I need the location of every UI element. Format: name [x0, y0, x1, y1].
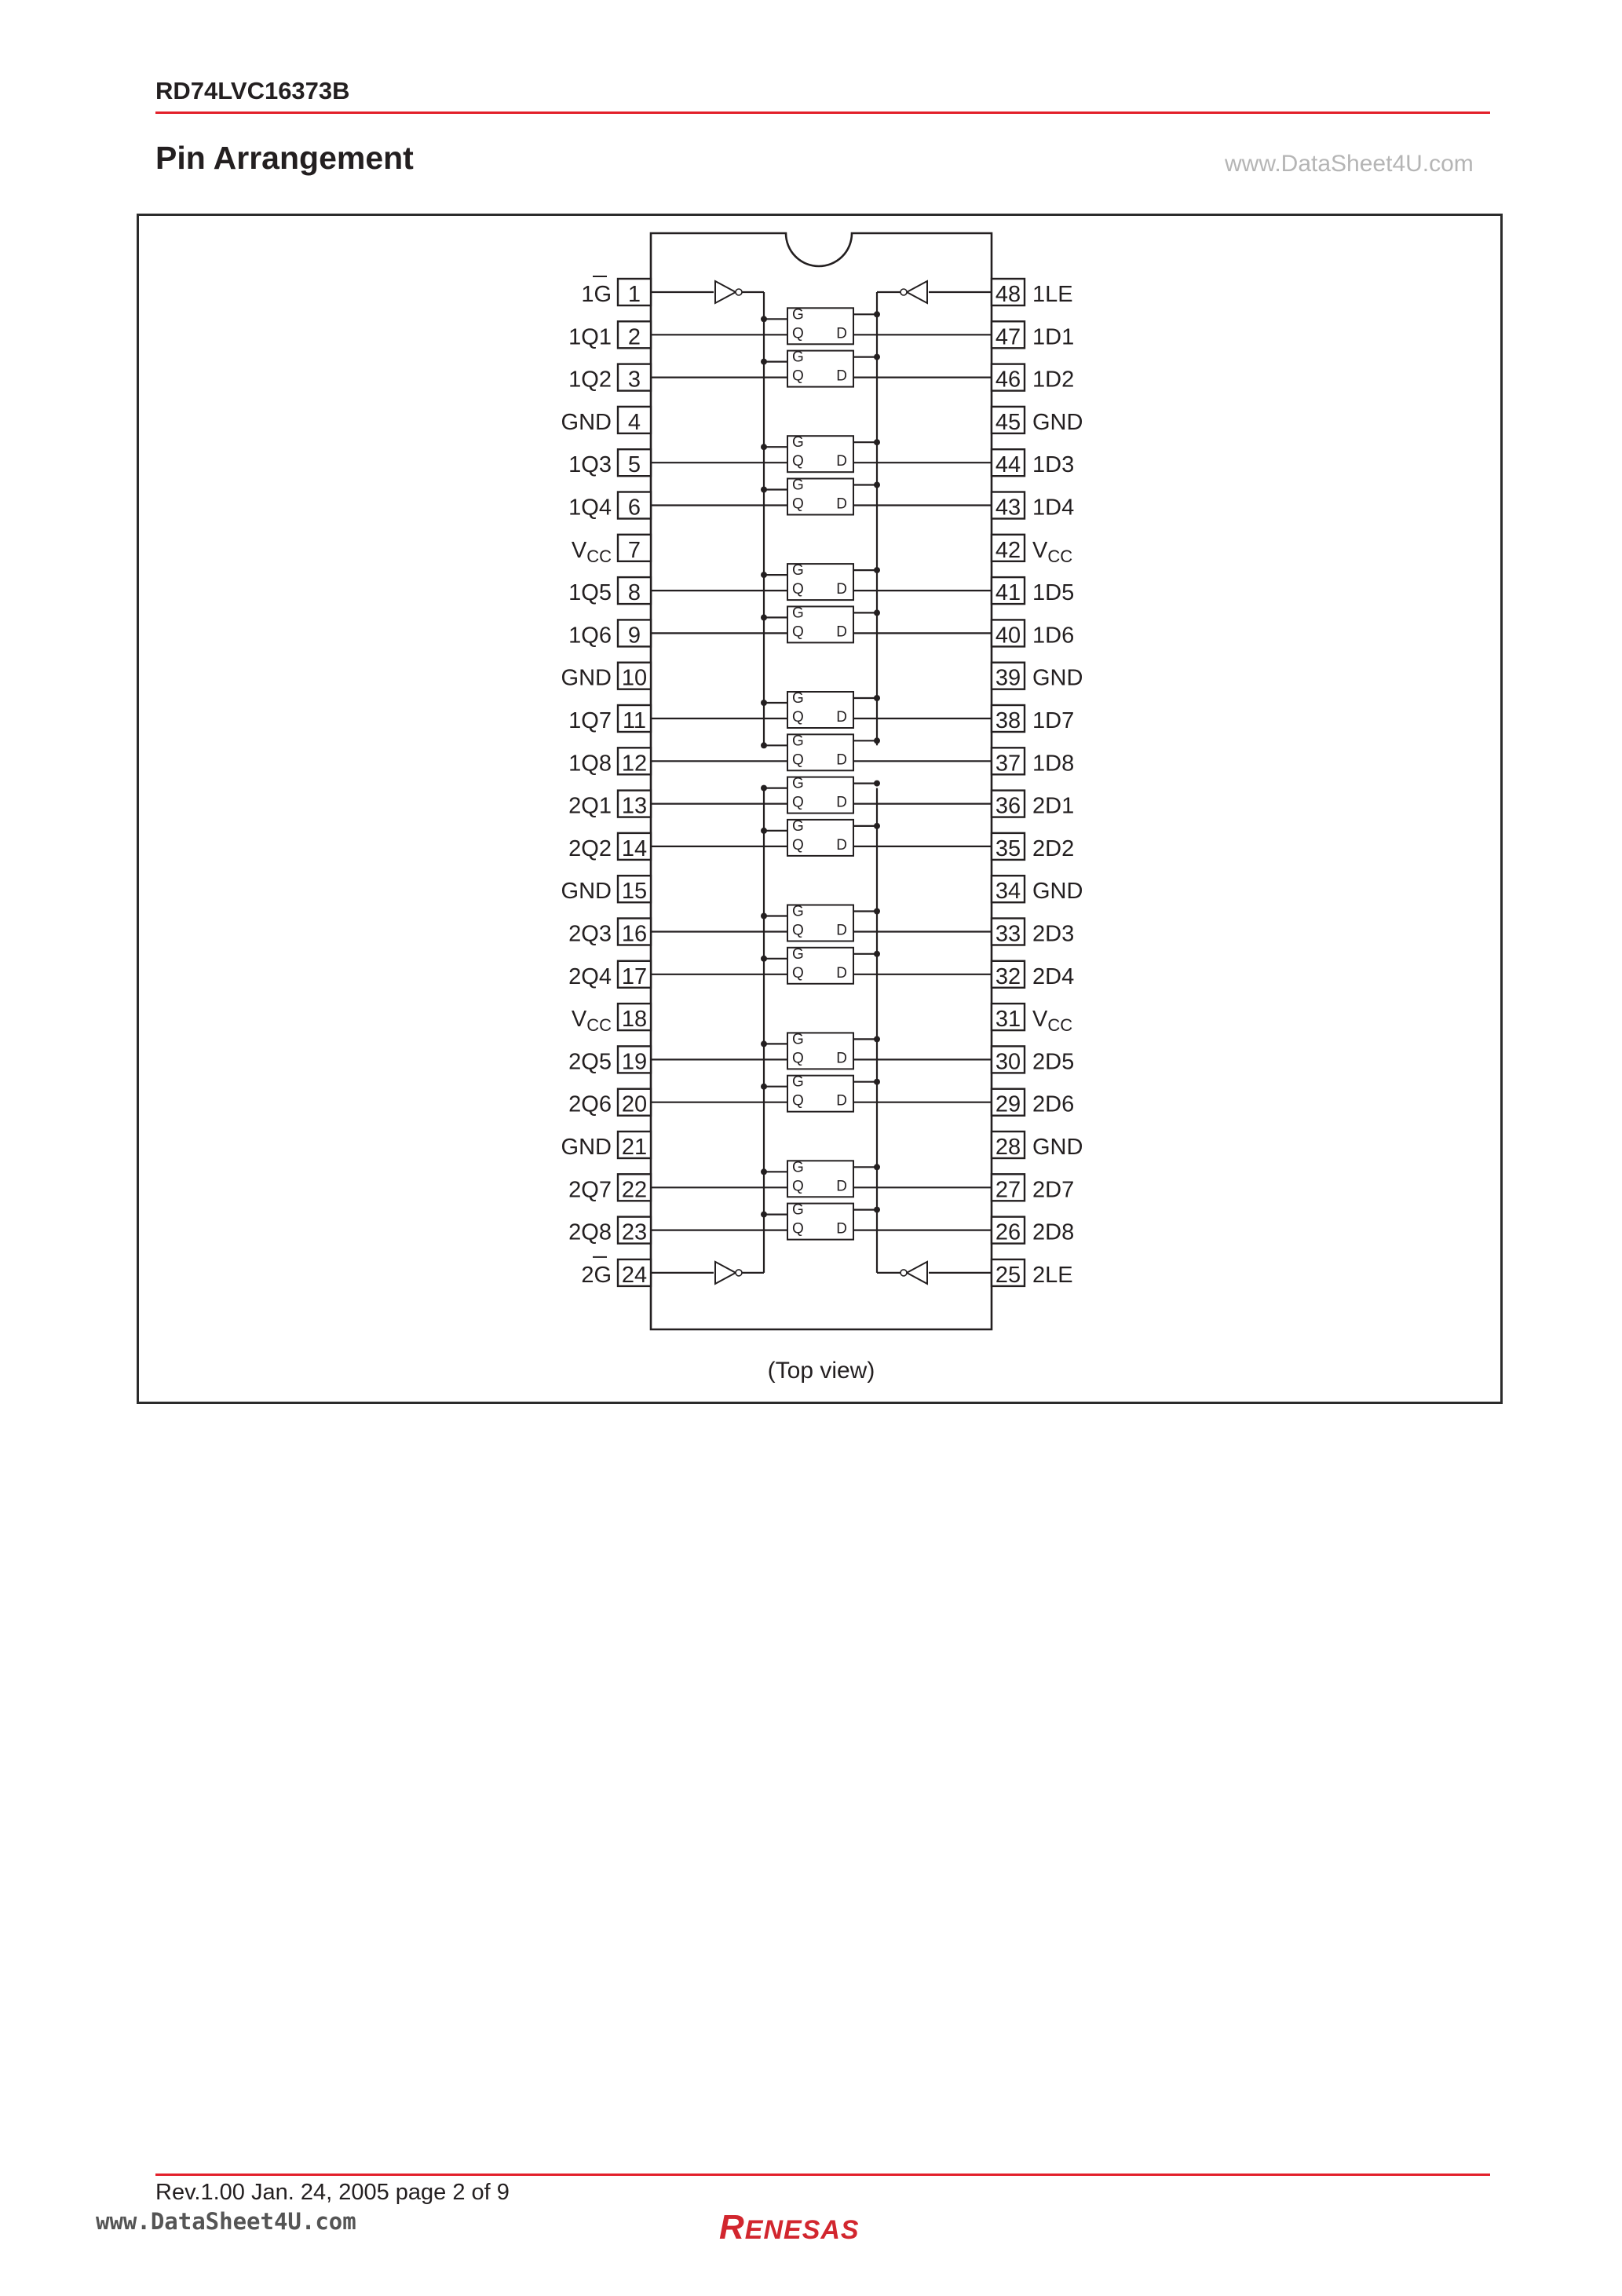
renesas-logo: [719, 2208, 860, 2247]
latch-g-label: G: [792, 817, 804, 835]
pin-number: 44: [995, 452, 1021, 478]
latch-d-label: D: [836, 751, 847, 769]
pin-name: GND: [561, 879, 612, 905]
pin-number: 35: [995, 835, 1021, 861]
pin-name: 1D7: [1032, 708, 1075, 733]
pin-number: 17: [621, 963, 648, 989]
logo-rest: ENESAS: [744, 2215, 860, 2245]
latch-d-label: D: [836, 964, 847, 982]
le2-buffer-bubble: [901, 1270, 907, 1276]
pin-name: 2Q7: [568, 1177, 612, 1203]
latch-g-label: G: [792, 349, 804, 366]
latch-d-label: D: [836, 367, 847, 385]
junction-dot: [761, 1168, 767, 1175]
latch-q-label: Q: [792, 751, 804, 769]
pin-number: 39: [995, 665, 1021, 691]
latch-d-label: D: [836, 581, 847, 598]
pin-number: 25: [995, 1262, 1021, 1288]
junction-dot: [761, 742, 767, 748]
junction-dot: [874, 482, 880, 488]
pin-name: 1D5: [1032, 580, 1075, 606]
junction-dot: [874, 354, 880, 360]
pin-name: GND: [1032, 665, 1083, 691]
pin-name: 2Q1: [568, 793, 612, 819]
latch-d-label: D: [836, 495, 847, 513]
junction-dot: [761, 614, 767, 620]
pin-name: 2Q4: [568, 963, 612, 989]
latch-q-label: Q: [792, 709, 804, 726]
pin-number: 16: [621, 921, 648, 947]
latch-g-label: G: [792, 1159, 804, 1176]
junction-dot: [761, 913, 767, 919]
pin-number: 31: [995, 1007, 1021, 1033]
pin-name: 1D1: [1032, 324, 1075, 350]
pin-number: 29: [995, 1091, 1021, 1117]
latch-d-label: D: [836, 1050, 847, 1067]
pin-number: 30: [995, 1049, 1021, 1075]
junction-dot: [761, 572, 767, 578]
pin-number: 26: [995, 1219, 1021, 1245]
junction-dot: [761, 700, 767, 706]
le2-buffer: [907, 1262, 927, 1284]
junction-dot: [874, 439, 880, 445]
pin-name: $V_{CC}$: [1032, 537, 1073, 566]
pin-name: 1Q7: [568, 708, 612, 733]
pin-name: GND: [1032, 879, 1083, 905]
junction-dot: [874, 567, 880, 573]
latch-d-label: D: [836, 1220, 847, 1238]
pin-number: 14: [621, 835, 648, 861]
latch-q-label: Q: [792, 325, 804, 342]
junction-dot: [874, 1164, 880, 1170]
pin-number: 15: [621, 879, 648, 905]
pin-name: $V_{CC}$: [1032, 1007, 1073, 1036]
footer-rule: [155, 2174, 1490, 2176]
junction-dot: [761, 359, 767, 365]
section-title: Pin Arrangement: [155, 140, 414, 176]
oe2-buffer: [715, 1262, 736, 1284]
pin-name: 2D8: [1032, 1219, 1075, 1245]
pin-number: 45: [995, 409, 1021, 435]
footer-watermark[interactable]: www.DataSheet4U.com: [96, 2208, 356, 2235]
oe1-buffer-bubble: [736, 289, 742, 295]
latch-g-label: G: [792, 903, 804, 920]
pin-name: 2D7: [1032, 1177, 1075, 1203]
pin-number: 21: [621, 1135, 648, 1160]
pin-name: 2D4: [1032, 963, 1075, 989]
latch-d-label: D: [836, 922, 847, 939]
pin-number: 10: [621, 665, 648, 691]
pin-name: GND: [561, 665, 612, 691]
pin-number: 12: [621, 751, 648, 777]
pin-number: 24: [621, 1262, 648, 1288]
junction-dot: [874, 1207, 880, 1213]
pin-name: 2Q2: [568, 835, 612, 861]
pin-number: 19: [621, 1049, 648, 1075]
latch-q-label: Q: [792, 794, 804, 811]
pin-number: 20: [621, 1091, 648, 1117]
pin-name: 1Q1: [568, 324, 612, 350]
pin-name: 1Q8: [568, 751, 612, 777]
top-view-label: (Top view): [767, 1358, 875, 1384]
pin-number: 37: [995, 751, 1021, 777]
latch-g-label: G: [792, 733, 804, 750]
latch-q-label: Q: [792, 1178, 804, 1195]
latch-d-label: D: [836, 794, 847, 811]
pin-name: GND: [561, 1135, 612, 1160]
junction-dot: [761, 828, 767, 834]
pin-arrangement-diagram: [139, 216, 1500, 1402]
pin-name: 2D5: [1032, 1049, 1075, 1075]
pin-number: 43: [995, 495, 1021, 521]
pin-number: 22: [621, 1177, 648, 1203]
pin-number: 2: [627, 324, 641, 350]
latch-d-label: D: [836, 1178, 847, 1195]
junction-dot: [761, 1212, 767, 1218]
latch-q-label: Q: [792, 1050, 804, 1067]
latch-g-label: G: [792, 1073, 804, 1091]
pin-name: GND: [1032, 1135, 1083, 1160]
pin-name: 1Q3: [568, 452, 612, 478]
pin-number: 7: [627, 537, 641, 563]
latch-g-label: G: [792, 434, 804, 452]
pin-name: $V_{CC}$: [571, 537, 612, 566]
pin-name: 2Q5: [568, 1049, 612, 1075]
pin-name: 2D1: [1032, 793, 1075, 819]
pin-number: 6: [627, 495, 641, 521]
junction-dot: [761, 487, 767, 493]
pin-number: 48: [995, 282, 1021, 307]
pin-name: 2Q6: [568, 1091, 612, 1117]
pin-number: 32: [995, 963, 1021, 989]
pin-name: 1D2: [1032, 367, 1075, 393]
latch-g-label: G: [792, 477, 804, 494]
header-rule: [155, 112, 1490, 114]
latch-g-label: G: [792, 945, 804, 963]
pin-name: 1LE: [1032, 282, 1073, 307]
latch-q-label: Q: [792, 922, 804, 939]
le1-buffer: [907, 281, 927, 303]
oe1-buffer: [715, 281, 736, 303]
pin-name: 1D3: [1032, 452, 1075, 478]
latch-d-label: D: [836, 836, 847, 854]
pin-name: 2Q3: [568, 921, 612, 947]
latch-g-label: G: [792, 562, 804, 579]
pin-name: 2Q8: [568, 1219, 612, 1245]
pin-name: 2D2: [1032, 835, 1075, 861]
junction-dot: [874, 909, 880, 915]
latch-q-label: Q: [792, 367, 804, 385]
latch-q-label: Q: [792, 1220, 804, 1238]
pin-name: 1D8: [1032, 751, 1075, 777]
junction-dot: [874, 609, 880, 616]
pin-name: GND: [561, 409, 612, 435]
pin-number: 18: [621, 1007, 648, 1033]
pin-number: 41: [995, 580, 1021, 606]
latch-q-label: Q: [792, 495, 804, 513]
pin-number: 47: [995, 324, 1021, 350]
pin-name: 1D4: [1032, 495, 1075, 521]
pin-number: 1: [627, 282, 641, 307]
watermark-top[interactable]: www.DataSheet4U.com: [1225, 151, 1474, 177]
pin-name: 2G: [581, 1262, 612, 1288]
junction-dot: [874, 737, 880, 744]
latch-d-label: D: [836, 709, 847, 726]
pin-name: 1Q5: [568, 580, 612, 606]
pin-number: 3: [627, 367, 641, 393]
pin-name: 1Q4: [568, 495, 612, 521]
pin-number: 8: [627, 580, 641, 606]
latch-d-label: D: [836, 1092, 847, 1110]
latch-q-label: Q: [792, 1092, 804, 1110]
pin-name: 1D6: [1032, 623, 1075, 649]
pin-number: 34: [995, 879, 1021, 905]
pin-name: $V_{CC}$: [571, 1007, 612, 1036]
junction-dot: [761, 316, 767, 322]
pin-name: 1Q2: [568, 367, 612, 393]
latch-q-label: Q: [792, 453, 804, 470]
junction-dot: [761, 1040, 767, 1047]
pin-name: 1G: [581, 282, 612, 307]
latch-q-label: Q: [792, 581, 804, 598]
junction-dot: [874, 823, 880, 829]
pin-number: 40: [995, 623, 1021, 649]
pin-number: 23: [621, 1219, 648, 1245]
latch-g-label: G: [792, 1031, 804, 1048]
pin-arrangement-frame: [137, 214, 1503, 1404]
pin-name: 2LE: [1032, 1262, 1073, 1288]
pin-number: 33: [995, 921, 1021, 947]
oe2-buffer-bubble: [736, 1270, 742, 1276]
pin-name: GND: [1032, 409, 1083, 435]
pin-number: 11: [622, 708, 647, 733]
latch-d-label: D: [836, 325, 847, 342]
pin-number: 13: [621, 793, 648, 819]
pin-number: 5: [627, 452, 641, 478]
latch-d-label: D: [836, 453, 847, 470]
pin-number: 42: [995, 537, 1021, 563]
pin-name: 2D6: [1032, 1091, 1075, 1117]
latch-q-label: Q: [792, 623, 804, 641]
pin-number: 27: [995, 1177, 1021, 1203]
junction-dot: [761, 444, 767, 450]
pin-number: 36: [995, 793, 1021, 819]
latch-g-label: G: [792, 605, 804, 622]
junction-dot: [874, 311, 880, 317]
logo-initial: R: [719, 2208, 745, 2247]
le1-buffer-bubble: [901, 289, 907, 295]
junction-dot: [761, 956, 767, 962]
footer-revision: Rev.1.00 Jan. 24, 2005 page 2 of 9: [155, 2180, 510, 2205]
pin-number: 9: [627, 623, 641, 649]
junction-dot: [761, 785, 767, 792]
latch-d-label: D: [836, 623, 847, 641]
pin-number: 28: [995, 1135, 1021, 1160]
pin-name: 1Q6: [568, 623, 612, 649]
latch-g-label: G: [792, 1201, 804, 1219]
pin-number: 46: [995, 367, 1021, 393]
pin-number: 4: [627, 409, 641, 435]
junction-dot: [761, 1084, 767, 1090]
latch-q-label: Q: [792, 964, 804, 982]
pin-number: 38: [995, 708, 1021, 733]
document-part-number: RD74LVC16373B: [155, 77, 350, 104]
junction-dot: [874, 951, 880, 957]
junction-dot: [874, 1079, 880, 1085]
junction-dot: [874, 695, 880, 701]
junction-dot: [874, 781, 880, 787]
latch-g-label: G: [792, 306, 804, 324]
pin-name: 2D3: [1032, 921, 1075, 947]
latch-g-label: G: [792, 775, 804, 792]
latch-q-label: Q: [792, 836, 804, 854]
junction-dot: [874, 1036, 880, 1042]
latch-g-label: G: [792, 690, 804, 707]
